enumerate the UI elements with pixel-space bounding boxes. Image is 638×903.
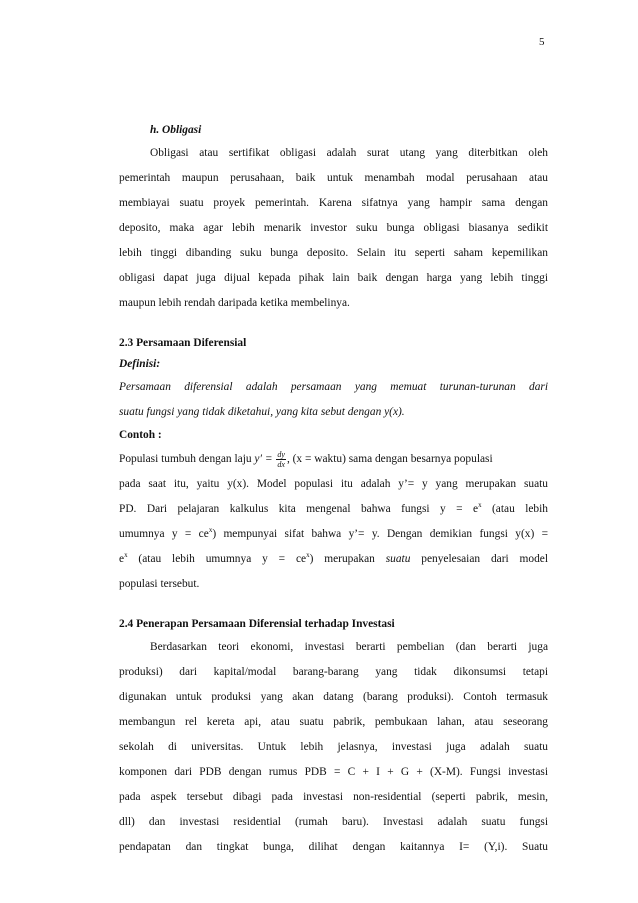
section-heading: 2.4 Penerapan Persamaan Diferensial terhadap Investasi — [119, 618, 395, 630]
paragraph-line: Obligasi atau sertifikat obligasi adalah surat utang yang diterbitkan oleh — [150, 147, 548, 159]
text-span: e — [119, 553, 125, 565]
paragraph-line: lebih tinggi dibanding suku bunga deposito. Selain itu seperti saham kepemilikan — [119, 247, 548, 259]
paragraph-line — [119, 547, 548, 572]
paragraph-line: maupun lebih rendah daripada ketika membelinya. — [119, 297, 350, 309]
paragraph-line: populasi tersebut. — [119, 578, 200, 590]
document-body — [119, 120, 548, 860]
paragraph-line: komponen dari PDB dengan rumus PDB = C + I + G + (X-M). Fungsi investasi — [119, 766, 548, 778]
paragraph-line — [119, 497, 548, 522]
text-span: PD. Dari pelajaran kalkulus kita mengenal bahwa fungsi y = e — [119, 503, 479, 515]
paragraph-line: obligasi dapat juga dijual kepada pihak lain baik dengan harga yang lebih tinggi — [119, 272, 548, 284]
subsection-title: h. Obligasi — [150, 124, 202, 136]
paragraph-line: sekolah di universitas. Untuk lebih jelasnya, investasi juga adalah suatu — [119, 741, 548, 753]
paragraph-line: pendapatan dan tingkat bunga, dilihat dengan kaitannya I= (Y,i). Suatu — [119, 841, 548, 853]
page-number: 5 — [539, 36, 545, 48]
definition-label: Definisi: — [119, 358, 161, 370]
paragraph-line: membangun rel kereta api, atau suatu pabrik, pembukaan lahan, atau seseorang — [119, 716, 548, 728]
equation-lhs: y′ = — [254, 453, 273, 465]
paragraph-line: produksi) dari kapital/modal barang-barang yang tidak dikonsumsi tetapi — [119, 666, 548, 678]
paragraph-line: deposito, maka agar lebih menarik investor suku bunga obligasi biasanya sedikit — [119, 222, 548, 234]
paragraph-line: pemerintah maupun perusahaan, baik untuk menambah modal perusahaan atau — [119, 172, 548, 184]
paragraph-line: pada aspek tersebut dibagi pada investasi non-residential (seperti pabrik, mesin, — [119, 791, 548, 803]
superscript: x — [306, 551, 310, 559]
example-label: Contoh : — [119, 429, 162, 441]
paragraph-line: Berdasarkan teori ekonomi, investasi berarti pembelian (dan berarti juga — [150, 641, 548, 653]
example-text: , (x = waktu) sama dengan besarnya populasi — [286, 453, 493, 465]
example-line-with-equation — [119, 446, 548, 472]
text-span: ) mempunyai sifat bahwa y’= y. Dengan demikian fungsi y(x) = — [212, 528, 548, 540]
text-span: umumnya y = ce — [119, 528, 209, 540]
fraction-denominator: dx — [277, 459, 285, 469]
derivative-fraction — [276, 450, 286, 469]
example-text: Populasi tumbuh dengan laju — [119, 453, 255, 465]
paragraph-line: dll) dan investasi residential (rumah baru). Investasi adalah suatu fungsi — [119, 816, 548, 828]
fraction-numerator: dy — [277, 449, 285, 459]
definition-line: Persamaan diferensial adalah persamaan yang memuat turunan-turunan dari — [119, 381, 548, 393]
text-span: penyelesaian dari model — [410, 553, 548, 565]
superscript: x — [208, 526, 213, 534]
text-span: (atau lebih — [481, 503, 548, 515]
text-span: ) merupakan — [309, 553, 386, 565]
paragraph-line — [119, 522, 548, 547]
section-heading: 2.3 Persamaan Diferensial — [119, 337, 247, 349]
italic-text: suatu — [385, 553, 411, 565]
definition-line: suatu fungsi yang tidak diketahui, yang kita sebut dengan y(x). — [119, 406, 405, 418]
superscript: x — [478, 501, 482, 509]
paragraph-line: digunakan untuk produksi yang akan datang (barang produksi). Contoh termasuk — [119, 691, 548, 703]
paragraph-line: membiayai suatu proyek pemerintah. Karena sifatnya yang hampir sama dengan — [119, 197, 548, 209]
paragraph-line: pada saat itu, yaitu y(x). Model populasi itu adalah y’= y yang merupakan suatu — [119, 478, 548, 490]
text-span: (atau lebih umumnya y = ce — [127, 553, 307, 565]
superscript: x — [124, 551, 128, 559]
